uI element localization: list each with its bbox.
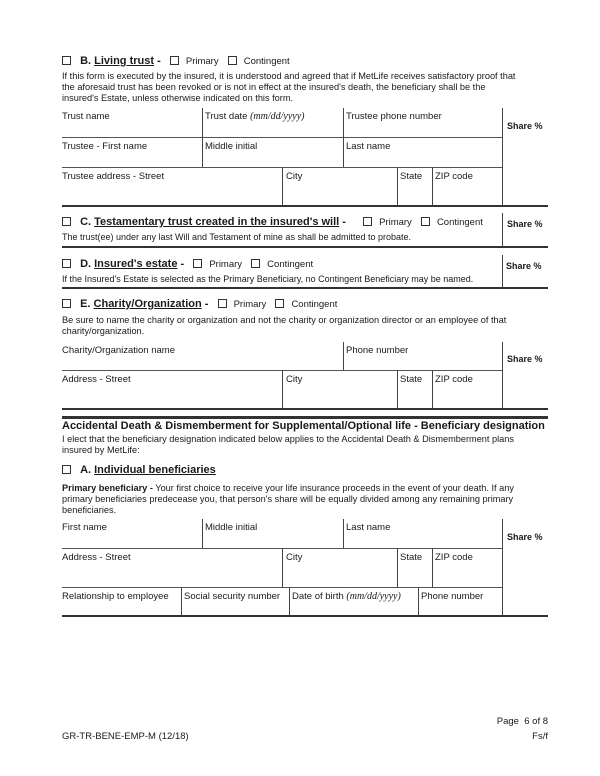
section-e-checkbox[interactable] — [62, 299, 71, 308]
divider — [343, 342, 344, 371]
section-b-description — [62, 71, 552, 104]
section-c-primary-checkbox[interactable] — [363, 217, 372, 226]
section-b-primary-label: Primary — [185, 56, 219, 67]
section-c-title: Testamentary trust created in the insured's will — [94, 216, 340, 228]
trustee-first-name-field[interactable]: Trustee - First name — [62, 141, 148, 152]
divider — [282, 548, 283, 587]
section-b-primary-checkbox[interactable] — [170, 56, 179, 65]
section-d-checkbox[interactable] — [62, 259, 71, 268]
trust-date-label: Trust date — [205, 111, 248, 122]
section-divider — [62, 615, 548, 617]
section-divider — [62, 246, 548, 248]
description-line: Be sure to name the charity or organization and not the charity or organization director or an employee of that — [62, 315, 507, 325]
relationship-field[interactable]: Relationship to employee — [62, 591, 169, 602]
divider — [202, 137, 203, 167]
section-a-title: Individual beneficiaries — [94, 464, 216, 476]
beneficiary-last-name-field[interactable]: Last name — [346, 522, 391, 533]
date-format: (mm/dd/yyyy) — [250, 111, 305, 122]
section-e-heading — [62, 298, 337, 310]
footer-code: Fs/f — [532, 731, 548, 742]
section-e-title: Charity/Organization — [93, 298, 202, 310]
intro-line: insured by MetLife: — [62, 445, 140, 455]
beneficiary-state-field[interactable]: State — [400, 552, 423, 563]
description-line: insured's Estate, unless otherwise indicated on this form. — [62, 93, 294, 103]
divider — [343, 137, 344, 167]
charity-state-field[interactable]: State — [400, 374, 423, 385]
divider — [181, 587, 182, 616]
section-a-heading — [62, 464, 216, 476]
ad-d-section-rule — [62, 416, 548, 419]
primary-beneficiary-description — [62, 483, 552, 516]
section-e-letter: E. — [80, 298, 91, 310]
section-b-contingent-checkbox[interactable] — [228, 56, 237, 65]
trust-date-field[interactable] — [205, 111, 304, 122]
divider — [418, 587, 419, 616]
divider — [502, 213, 503, 246]
section-b-share-field[interactable]: Share % — [507, 121, 543, 131]
divider — [343, 519, 344, 548]
section-b-title: Living trust — [94, 55, 155, 67]
charity-city-field[interactable]: City — [286, 374, 303, 385]
divider — [432, 370, 433, 409]
divider — [282, 167, 283, 206]
section-e-description — [62, 315, 552, 337]
divider — [289, 587, 290, 616]
section-d-primary-label: Primary — [209, 259, 243, 270]
divider — [432, 548, 433, 587]
description-line: If this form is executed by the insured, it is understood and agreed that if MetLife receives satisfactory proof that — [62, 71, 516, 81]
section-d-description: If the Insured's Estate is selected as the Primary Beneficiary, no Contingent Beneficiary may be named. — [62, 274, 474, 284]
divider — [282, 370, 283, 409]
trustee-middle-initial-field[interactable]: Middle initial — [205, 141, 258, 152]
section-c-primary-label: Primary — [379, 217, 412, 228]
section-b-checkbox[interactable] — [62, 56, 71, 65]
section-d-contingent-label: Contingent — [267, 259, 314, 270]
add-section-title: Accidental Death & Dismemberment for Supplemental/Optional life - Beneficiary designation — [62, 420, 545, 432]
section-divider — [62, 408, 548, 410]
section-c-contingent-label: Contingent — [436, 217, 483, 228]
divider — [202, 108, 203, 137]
section-a-letter: A. — [80, 464, 92, 476]
divider — [502, 255, 503, 287]
trustee-city-field[interactable]: City — [286, 171, 303, 182]
description-line: primary beneficiaries predecease you, that person's share will be equally divided among any remaining primary — [62, 494, 514, 504]
dash: - — [157, 55, 161, 67]
trustee-street-field[interactable]: Trustee address - Street — [62, 171, 165, 182]
form-code: GR-TR-BENE-EMP-M (12/18) — [62, 731, 189, 742]
section-c-heading — [62, 216, 483, 228]
section-d-contingent-checkbox[interactable] — [251, 259, 260, 268]
beneficiary-middle-initial-field[interactable]: Middle initial — [205, 522, 258, 533]
section-e-primary-label: Primary — [233, 299, 267, 310]
trustee-zip-field[interactable]: ZIP code — [435, 171, 473, 182]
ssn-field[interactable]: Social security number — [184, 591, 281, 602]
dob-label: Date of birth — [292, 591, 344, 602]
section-c-description: The trust(ee) under any last Will and Testament of mine as shall be admitted to probate. — [62, 232, 412, 242]
trustee-state-field[interactable]: State — [400, 171, 423, 182]
divider — [502, 108, 503, 206]
section-e-share-field[interactable]: Share % — [507, 354, 543, 364]
divider — [397, 167, 398, 206]
beneficiary-street-field[interactable]: Address - Street — [62, 552, 131, 563]
section-b-heading — [62, 55, 290, 67]
charity-street-field[interactable]: Address - Street — [62, 374, 131, 385]
section-d-heading — [62, 258, 313, 270]
divider — [202, 519, 203, 548]
dob-field[interactable] — [292, 591, 401, 602]
section-e-primary-checkbox[interactable] — [218, 299, 227, 308]
section-c-contingent-checkbox[interactable] — [421, 217, 430, 226]
trustee-phone-field[interactable]: Trustee phone number — [346, 111, 442, 122]
add-intro — [62, 434, 552, 456]
intro-line: I elect that the beneficiary designation indicated below applies to the Accidental Death & Dismemberment plans — [62, 434, 514, 444]
section-c-share-field[interactable]: Share % — [507, 219, 543, 229]
trustee-last-name-field[interactable]: Last name — [346, 141, 391, 152]
section-c-letter: C. — [80, 216, 92, 228]
section-b-contingent-label: Contingent — [243, 56, 290, 67]
page-number: Page 6 of 8 — [496, 716, 548, 727]
dash: - — [204, 298, 209, 310]
beneficiary-first-name-field[interactable]: First name — [62, 522, 107, 533]
description-line: the aforesaid trust has been revoked or is not in effect at the insured's death, the beneficiary shall be the — [62, 82, 486, 92]
section-b-letter: B. — [80, 55, 92, 67]
section-c-checkbox[interactable] — [62, 217, 71, 226]
beneficiary-city-field[interactable]: City — [286, 552, 303, 563]
section-e-contingent-checkbox[interactable] — [275, 299, 284, 308]
dash: - — [342, 216, 346, 228]
divider — [343, 108, 344, 137]
beneficiary-zip-field[interactable]: ZIP code — [435, 552, 473, 563]
primary-beneficiary-label: Primary beneficiary - — [62, 483, 153, 493]
charity-zip-field[interactable]: ZIP code — [435, 374, 473, 385]
divider — [397, 370, 398, 409]
divider — [502, 342, 503, 409]
trust-name-field[interactable]: Trust name — [62, 111, 110, 122]
beneficiary-phone-field[interactable]: Phone number — [421, 591, 484, 602]
section-d-title: Insured's estate — [94, 258, 178, 270]
section-d-share-field[interactable]: Share % — [506, 261, 542, 271]
charity-name-field[interactable]: Charity/Organization name — [62, 345, 175, 356]
section-a-checkbox[interactable] — [62, 465, 71, 474]
description-line: beneficiaries. — [62, 505, 117, 515]
row-divider — [62, 137, 502, 138]
section-divider — [62, 287, 548, 289]
date-format: (mm/dd/yyyy) — [346, 591, 401, 602]
section-divider — [62, 205, 548, 207]
section-e-contingent-label: Contingent — [291, 299, 338, 310]
dash: - — [180, 258, 185, 270]
description-line: charity/organization. — [62, 326, 145, 336]
divider — [432, 167, 433, 206]
charity-phone-field[interactable]: Phone number — [346, 345, 409, 356]
section-d-primary-checkbox[interactable] — [193, 259, 202, 268]
divider — [397, 548, 398, 587]
description-line: Your first choice to receive your life insurance proceeds in the event of your death. If any — [152, 483, 514, 493]
section-d-letter: D. — [80, 258, 92, 270]
divider — [502, 519, 503, 616]
row-divider — [62, 587, 502, 588]
beneficiary-share-field[interactable]: Share % — [507, 532, 543, 542]
